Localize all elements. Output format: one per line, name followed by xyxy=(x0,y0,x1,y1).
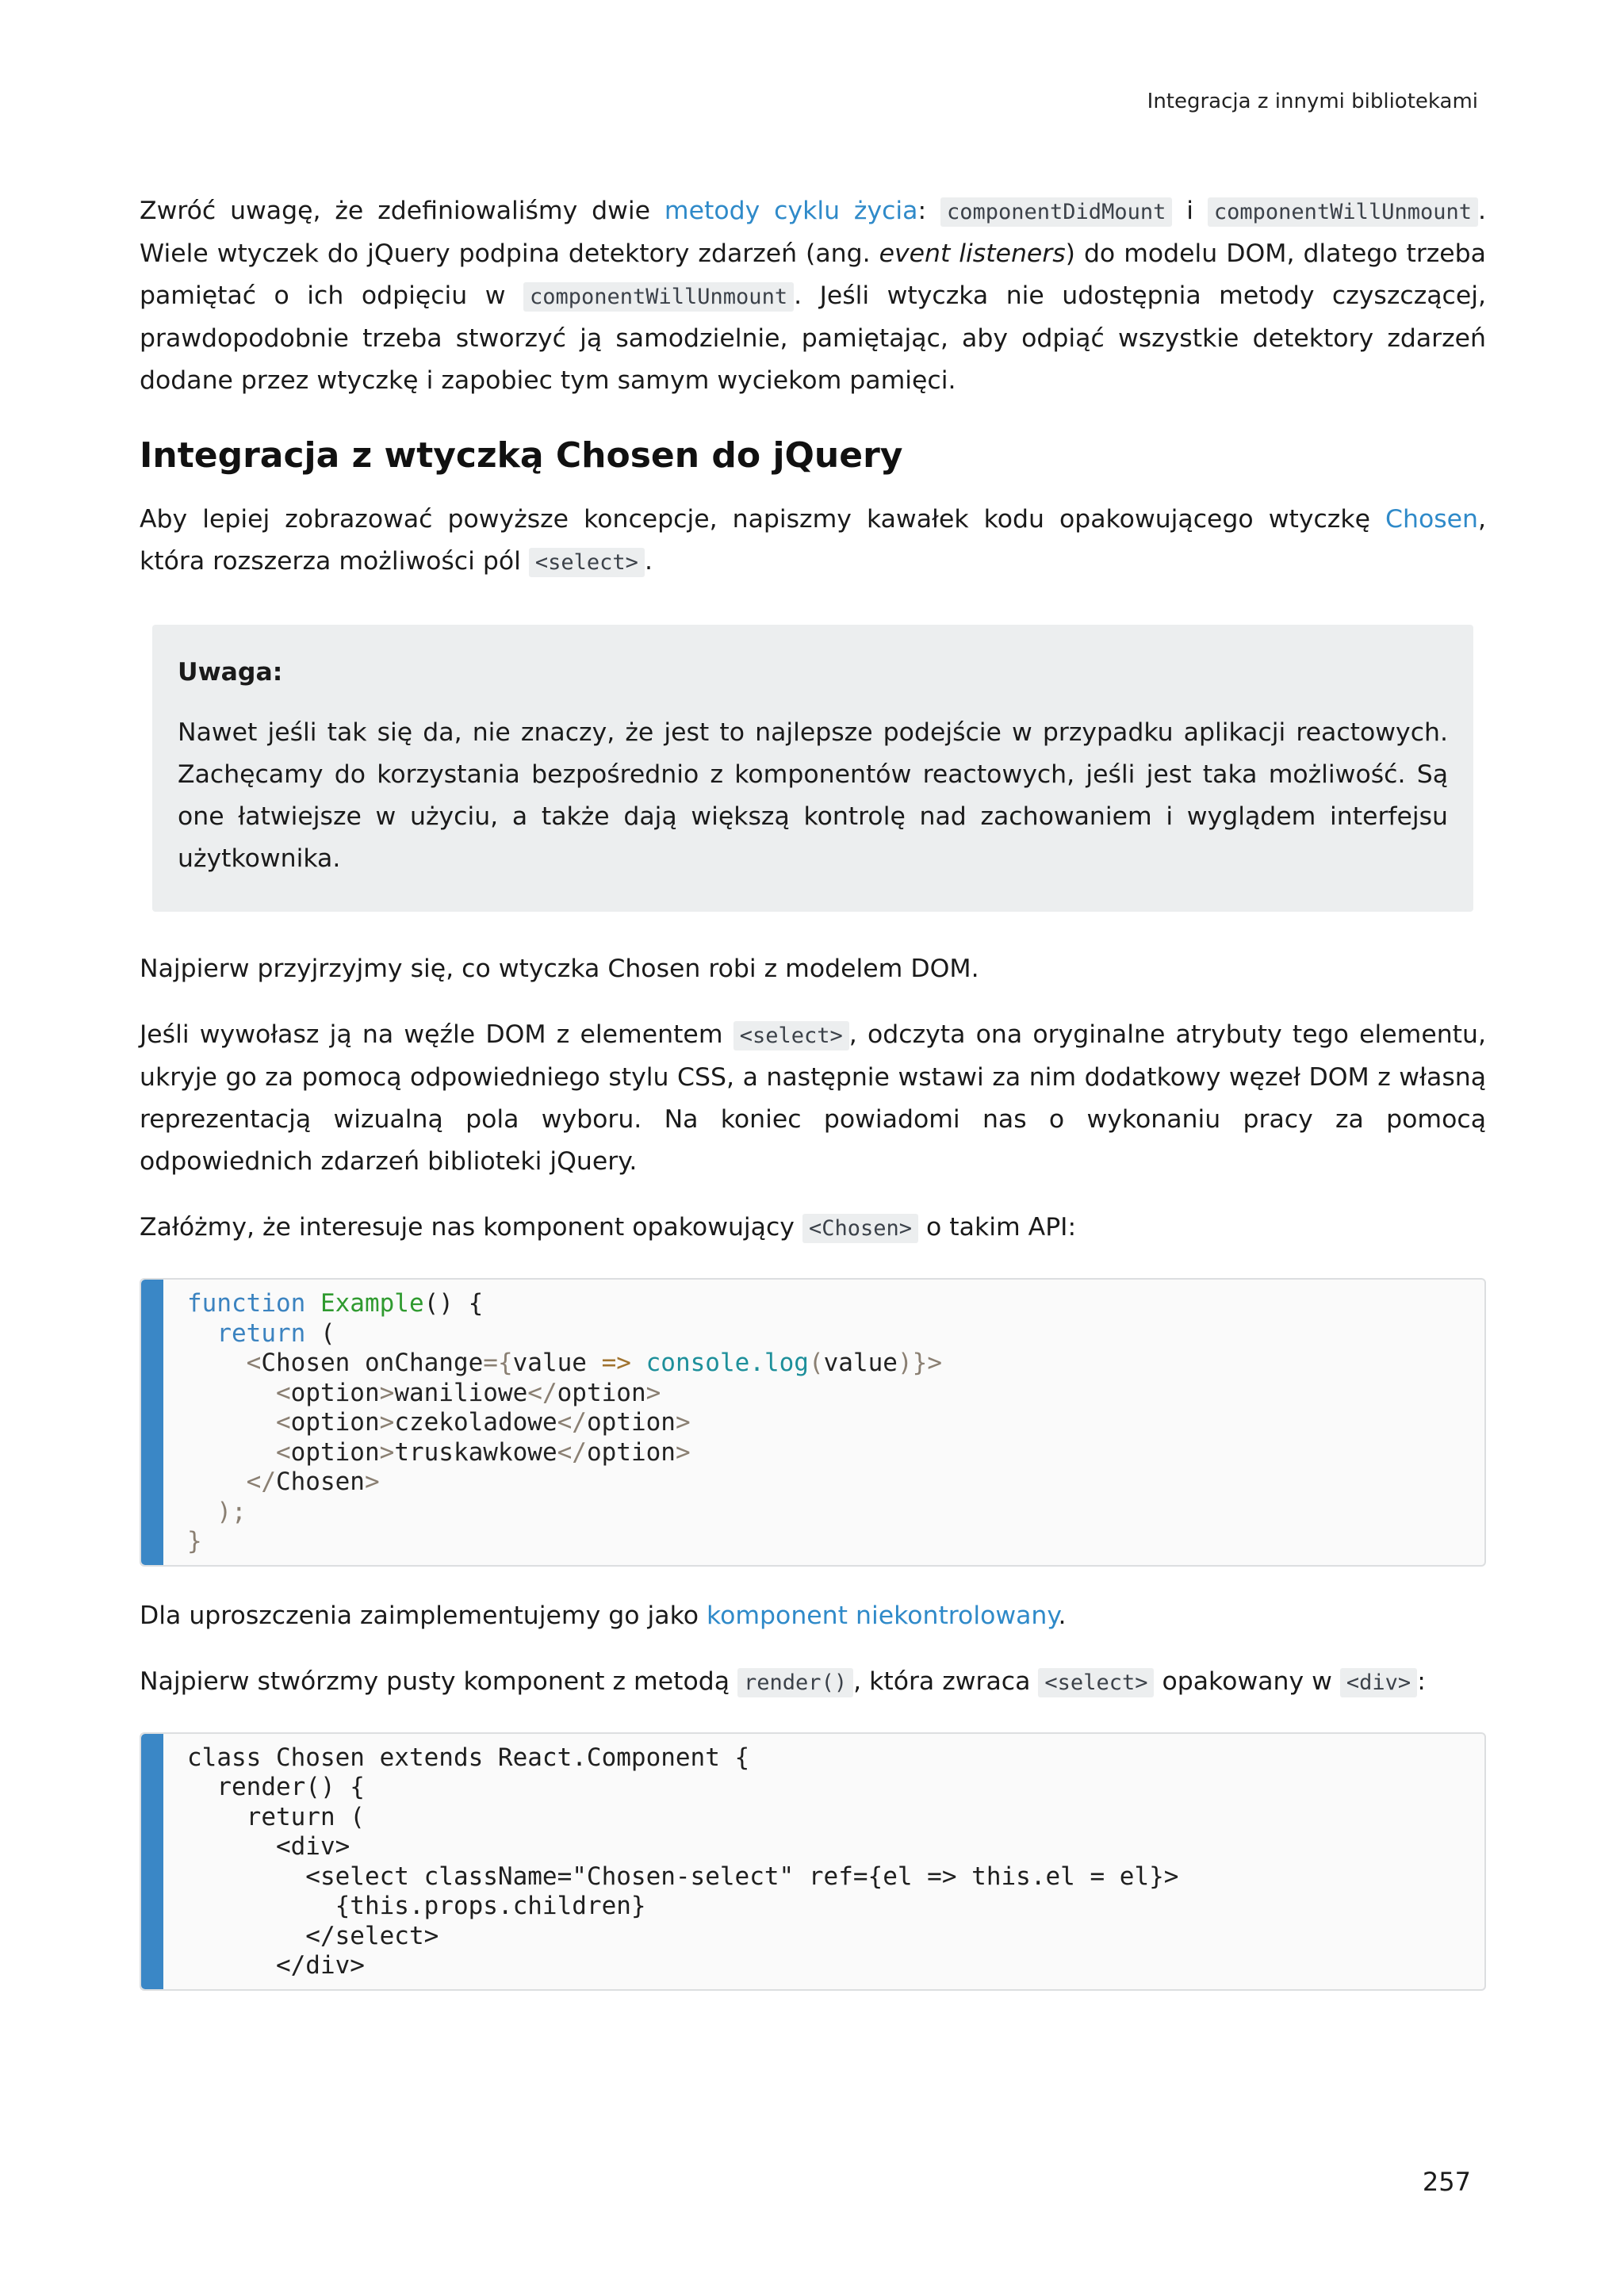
code-line xyxy=(187,1527,1484,1557)
code-line xyxy=(187,1468,1484,1498)
code-token: Chosen xyxy=(261,1349,350,1377)
text: . Wiele wtyczek do jQuery podpina detektory zdarzeń (ang. xyxy=(140,197,1486,268)
code-line xyxy=(187,1349,1484,1379)
inline-code: <div> xyxy=(1340,1668,1417,1697)
code-line: render() { xyxy=(187,1773,365,1801)
inline-code: <Chosen> xyxy=(802,1214,918,1243)
text: : xyxy=(1417,1667,1426,1696)
code-token: . xyxy=(749,1349,764,1377)
link-chosen[interactable]: Chosen xyxy=(1385,505,1478,534)
code-line xyxy=(187,1379,1484,1409)
paragraph-intro xyxy=(140,499,1486,584)
page-number: 257 xyxy=(1422,2167,1471,2197)
code-line: {this.props.children} xyxy=(187,1892,646,1920)
text: Dla uproszczenia zaimplementujemy go jako xyxy=(140,1601,707,1630)
text: . xyxy=(644,547,653,576)
text: , która zwraca xyxy=(853,1667,1039,1696)
code-line: <div> xyxy=(187,1832,350,1861)
text: Jeśli wywołasz ją na węźle DOM z elementem xyxy=(140,1020,733,1049)
code-token: </ xyxy=(557,1408,587,1437)
code-token: < xyxy=(275,1437,291,1467)
code-token: () { xyxy=(423,1289,484,1318)
code-token: = xyxy=(483,1349,498,1377)
code-line: return ( xyxy=(187,1802,365,1831)
inline-code: <select> xyxy=(1038,1668,1154,1697)
code-token: > xyxy=(379,1378,395,1407)
code-token: > xyxy=(927,1349,942,1377)
code-line: </div> xyxy=(187,1951,365,1980)
code-token: < xyxy=(275,1408,291,1437)
code-token: function xyxy=(187,1289,306,1318)
inline-code: <select> xyxy=(733,1021,849,1050)
code-token: < xyxy=(275,1378,291,1407)
paragraph-api xyxy=(140,1207,1486,1249)
code-block-class xyxy=(140,1732,1486,1991)
code-line: </select> xyxy=(187,1921,439,1950)
code-token: > xyxy=(675,1437,691,1467)
text: Załóżmy, że interesuje nas komponent opakowujący xyxy=(140,1213,802,1242)
code-line xyxy=(187,1289,1484,1319)
text: Najpierw stwórzmy pusty komponent z metodą xyxy=(140,1667,738,1696)
code-line: <select className="Chosen-select" ref={el => this.el = el}> xyxy=(187,1862,1179,1891)
paragraph-dom: Najpierw przyjrzyjmy się, co wtyczka Chosen robi z modelem DOM. xyxy=(140,955,979,983)
code-token: </ xyxy=(246,1468,276,1496)
paragraph-render xyxy=(140,1661,1486,1704)
code-token: value xyxy=(512,1349,587,1377)
text: , odczyta ona oryginalne atrybuty tego elementu, ukryje go za pomocą odpowiedniego stylu CSS, a następnie wstawi za nim dodatkowy węzeł DOM z własną reprezentacją wizualną pola wyboru. Na koniec powiadomi nas o wykonaniu pracy za pomocą odpowiednich zdarzeń biblioteki jQuery. xyxy=(140,1020,1486,1176)
text: . xyxy=(1058,1601,1067,1630)
code-token: > xyxy=(379,1437,395,1467)
inline-code: componentDidMount xyxy=(940,197,1172,227)
section-heading: Integracja z wtyczką Chosen do jQuery xyxy=(140,435,903,476)
code-token: option xyxy=(586,1437,676,1467)
code-token: truskawkowe xyxy=(394,1437,557,1467)
text: Zwróć uwagę, że zdefiniowaliśmy dwie xyxy=(140,197,665,225)
code-token: ( xyxy=(305,1318,335,1348)
code-line xyxy=(187,1438,1484,1468)
code-token: waniliowe xyxy=(394,1378,528,1407)
code-token: { xyxy=(497,1349,513,1377)
paragraph-lifecycle xyxy=(140,190,1486,402)
text: o takim API: xyxy=(918,1213,1077,1242)
code-block-example xyxy=(140,1278,1486,1567)
code-token: ); xyxy=(216,1497,247,1526)
code-token: ) xyxy=(897,1349,913,1377)
emphasis: event listeners xyxy=(879,239,1066,268)
code-line xyxy=(187,1408,1484,1438)
code-token: option xyxy=(290,1378,380,1407)
code-line: class Chosen extends React.Component { xyxy=(187,1743,750,1772)
paragraph-behavior xyxy=(140,1014,1486,1183)
inline-code: render() xyxy=(737,1668,853,1697)
code-token: console xyxy=(645,1349,750,1377)
code-token: Chosen xyxy=(275,1468,365,1496)
code-token: czekoladowe xyxy=(394,1408,557,1437)
code-token: </ xyxy=(527,1378,557,1407)
running-header: Integracja z innymi bibliotekami xyxy=(1147,90,1478,113)
code-token: return xyxy=(216,1318,306,1348)
note-title: Uwaga: xyxy=(178,658,283,687)
text: ) do modelu DOM, dlatego trzeba pamiętać o ich odpięciu w xyxy=(140,239,1486,310)
code-token: option xyxy=(557,1378,646,1407)
code-token: value xyxy=(823,1349,898,1377)
code-token: => xyxy=(601,1349,631,1377)
code-token: option xyxy=(586,1408,676,1437)
note-box xyxy=(152,625,1473,912)
code-token: log xyxy=(764,1349,809,1377)
text: . Jeśli wtyczka nie udostępnia metody czyszczącej, prawdopodobnie trzeba stworzyć ją samodzielnie, pamiętając, aby odpiąć wszystkie detektory zdarzeń dodane przez wtyczkę i zapobiec tym samym wyciekom pamięci. xyxy=(140,281,1486,395)
code-token: </ xyxy=(557,1437,587,1467)
code-token: } xyxy=(187,1527,202,1556)
inline-code: componentWillUnmount xyxy=(1208,197,1478,227)
note-text: Nawet jeśli tak się da, nie znaczy, że jest to najlepsze podejście w przypadku aplikacji reactowych. Zachęcamy do korzystania bezpośrednio z komponentów reactowych, jeśli jest taka możliwość. Są one łatwiejsze w użyciu, a także dają większą kontrolę nad zachowaniem i wyglądem interfejsu użytkownika. xyxy=(178,718,1448,873)
code-token: < xyxy=(246,1349,262,1377)
text: , która rozszerza możliwości pól xyxy=(140,505,1486,576)
code-token: option xyxy=(290,1408,380,1437)
text: i xyxy=(1172,197,1208,225)
code-line xyxy=(187,1498,1484,1528)
code-token: Example xyxy=(320,1289,424,1318)
text: opakowany w xyxy=(1154,1667,1340,1696)
page-content xyxy=(140,190,1486,1991)
code-token: > xyxy=(379,1408,395,1437)
text: Aby lepiej zobrazować powyższe koncepcje, napiszmy kawałek kodu opakowującego wtyczkę xyxy=(140,505,1385,534)
code-token: > xyxy=(675,1408,691,1437)
paragraph-uncontrolled xyxy=(140,1595,1486,1637)
code-token: ( xyxy=(808,1349,824,1377)
code-token: } xyxy=(912,1349,928,1377)
code-token: > xyxy=(645,1378,661,1407)
code-token: onChange xyxy=(350,1349,484,1377)
inline-code: componentWillUnmount xyxy=(523,282,794,312)
code-token: > xyxy=(364,1468,380,1496)
link-lifecycle-methods[interactable]: metody cyklu życia xyxy=(664,197,918,225)
code-line xyxy=(187,1319,1484,1349)
inline-code: <select> xyxy=(529,548,645,577)
code-token: option xyxy=(290,1437,380,1467)
link-uncontrolled-component[interactable]: komponent niekontrolowany xyxy=(706,1601,1059,1630)
text: : xyxy=(917,197,940,225)
